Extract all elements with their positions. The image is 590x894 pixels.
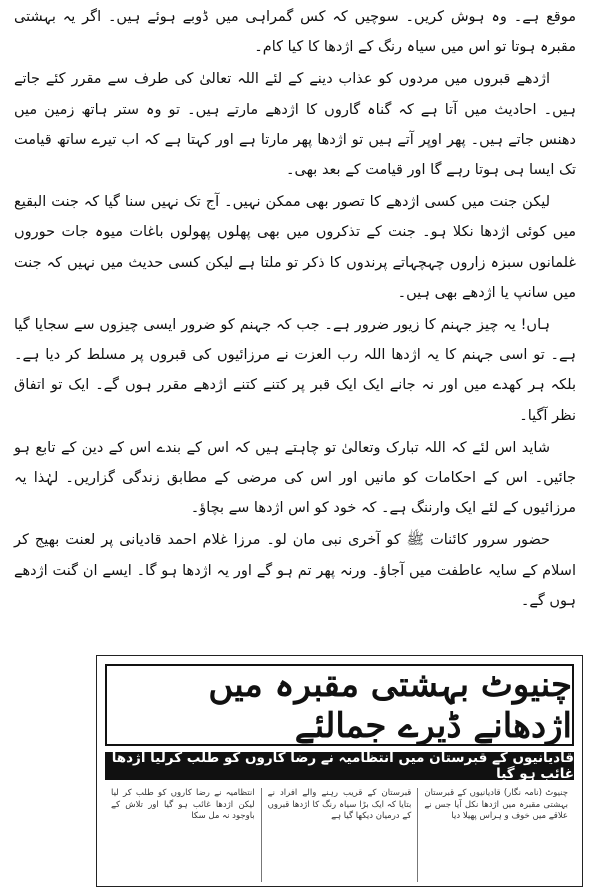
clipping-subheadline: قادیانیوں کے قبرستان میں انتظامیہ نے رضا کاروں کو طلب کرلیا اژدھا غائب ہو گیا: [105, 752, 574, 780]
paragraph-1: موقع ہے۔ وہ ہوش کریں۔ سوچیں کہ کس گمراہی میں ڈوبے ہوئے ہیں۔ اگر یہ بہشتی مقبرہ ہوتا تو اس میں سیاہ رنگ کے اژدھا کا کیا کام۔: [14, 9, 576, 56]
clipping-column-3: انتظامیہ نے رضا کاروں کو طلب کر لیا لیکن اژدھا غائب ہو گیا اور تلاش کے باوجود نہ مل سکا: [110, 788, 255, 821]
paragraph-3: لیکن جنت میں کسی اژدھے کا تصور بھی ممکن نہیں۔ آج تک نہیں سنا گیا کہ جنت البقیع میں کوئی اژدھا نکلا ہو۔ جنت کے تذکروں میں بھی پھلوں پھولوں باغات میوہ جات حوروں غلمانوں سبزہ زاروں چہچہاتے پرندوں کا ذکر تو ملتا ہے لیکن کسی حدیث میں نہیں کہ جنت میں سانپ یا اژدھے بھی ہیں۔: [14, 194, 576, 301]
paragraph-4: ہاں! یہ چیز جہنم کا زیور ضرور ہے۔ جب کہ جہنم کو ضرور ایسی چیزوں سے سجایا گیا ہے۔ تو اسی جہنم کا یہ اژدھا اللہ رب العزت نے مرزائیوں کی قبروں پر مسلط کر دیا ہے۔ بلکہ ہر کھدے میں اور نہ جانے ایک ایک قبر پر کتنے کتنے اژدھے مقرر ہوں گے۔ ایک تو اتفاق نظر آگیا۔: [14, 317, 576, 424]
paragraph-5: شاید اس لئے کہ اللہ تبارک وتعالیٰ تو چاہتے ہیں کہ اس کے بندے اس کے دین کے تابع ہو جائیں۔ اس کے احکامات کو مانیں اور اس کی مرضی کے مطابق زندگی گزاریں۔ لہٰذا یہ مرزائیوں کے لئے ایک وارننگ ہے۔ کہ خود کو اس اژدھا سے بچاؤ۔: [14, 439, 576, 517]
article-body: [14, 2, 576, 616]
clipping-column-2: قبرستان کے قریب رہنے والے افراد نے بتایا کہ ایک بڑا سیاہ رنگ کا اژدھا قبروں کے درمیان دیکھا گیا ہے: [261, 788, 418, 882]
clipping-headline: چنیوٹ بہشتی مقبرہ میں اژدھانے ڈیرے جمالئے: [105, 664, 574, 746]
paragraph-2: اژدھے قبروں میں مردوں کو عذاب دینے کے لئے اللہ تعالیٰ کی طرف سے مقرر کئے جاتے ہیں۔ احادیث میں آتا ہے کہ گناہ گاروں کا اژدھے مارتے ہیں۔ تو وہ ستر ہاتھ زمین میں دھنس جاتے ہیں۔ پھر اوپر آتے ہیں تو اژدھا پھر مارتا ہے اور کہتا ہے کہ اب تیرے ساتھ قیامت تک ایسا ہی ہوتا رہے گا اور قیامت کے بعد بھی۔: [14, 71, 576, 179]
paragraph-6: حضور سرور کائنات ﷺ کو آخری نبی مان لو۔ مرزا غلام احمد قادیانی پر لعنت بھیج کر اسلام کے سایہ عاطفت میں آجاؤ۔ ورنہ پھر تم ہو گے اور یہ اژدھا ہو گا۔ ایسے ان گنت اژدھے ہوں گے۔: [14, 532, 576, 609]
clipping-columns: [105, 788, 574, 882]
newspaper-clipping: [96, 655, 583, 887]
clipping-column-1: چنیوٹ (نامہ نگار) قادیانیوں کے قبرستان بہشتی مقبرہ میں اژدھا نکل آیا جس نے علاقے میں خوف و ہراس پھیلا دیا: [417, 788, 574, 882]
